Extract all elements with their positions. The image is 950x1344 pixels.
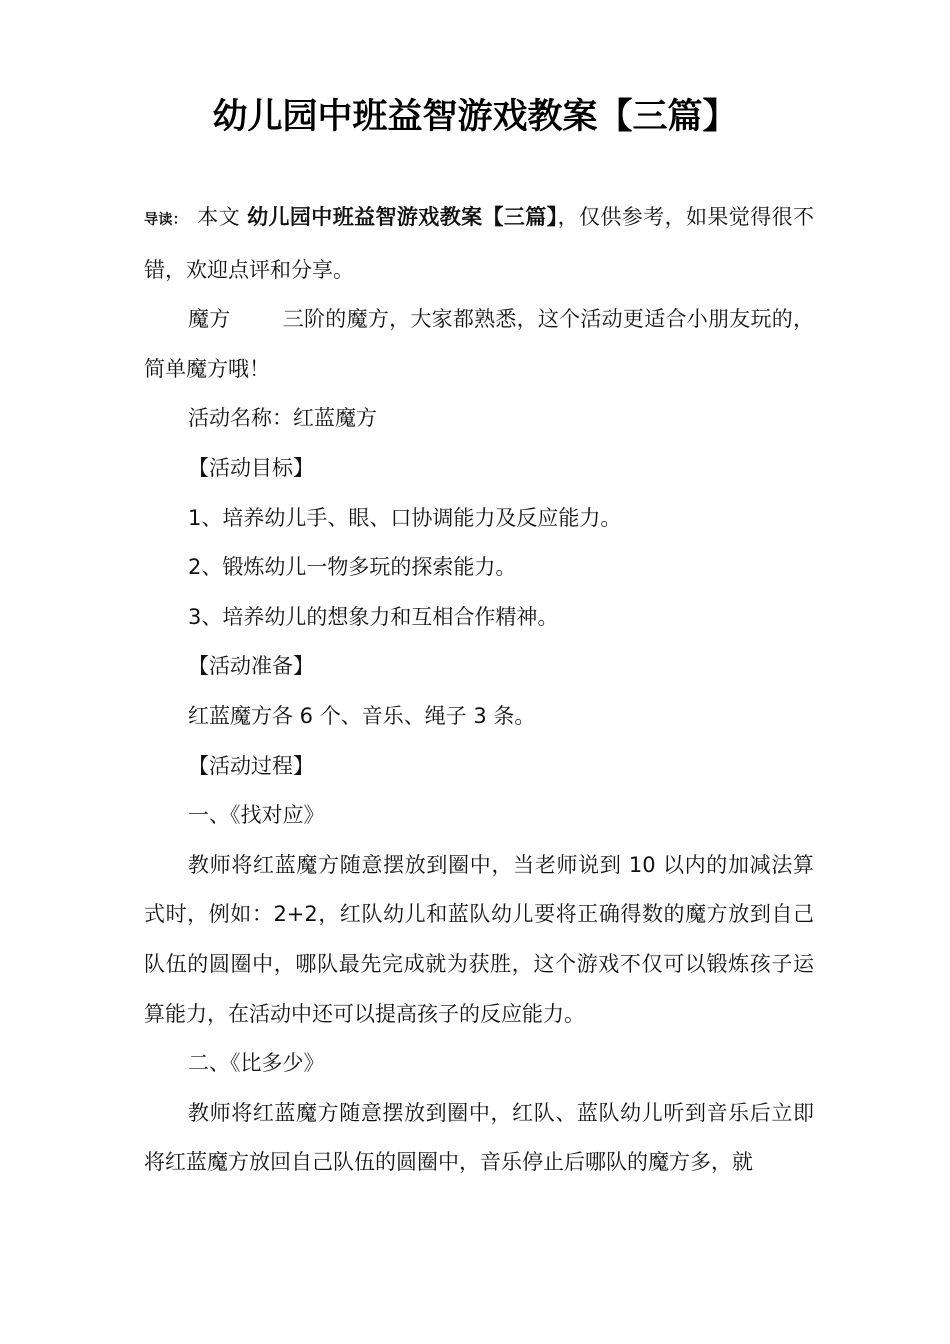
- paragraph-process-heading: 【活动过程】: [188, 753, 314, 778]
- paragraph-prep-heading: 【活动准备】: [188, 654, 314, 679]
- paragraph-game-1-body: 教师将红蓝魔方随意摆放到圈中，当老师说到 10 以内的加减法算式时，例如：2+2，红队幼儿和蓝队幼儿要将正确得数的魔方放到自己队伍的圆圈中，哪队最先完成就为获胜，这个游戏不仅可以锻炼孩子运算能力，在活动中还可以提高孩子的反应能力。: [144, 852, 814, 1026]
- paragraph-prep-items: 红蓝魔方各 6 个、音乐、绳子 3 条。: [188, 703, 536, 728]
- paragraph-game-1-title: 一、《找对应》: [188, 803, 325, 828]
- lead-label: 导读：: [144, 212, 188, 228]
- lead-paragraph: [144, 193, 814, 295]
- paragraph-activity-name: 活动名称：红蓝魔方: [188, 406, 377, 431]
- intro-term: 魔方: [188, 307, 231, 332]
- intro-paragraph: [144, 295, 814, 394]
- paragraph-goal-2: 2、锻炼幼儿一物多玩的探索能力。: [188, 555, 517, 580]
- lead-suffix: ，仅供参考，如果觉得很不错，欢迎点评和分享。: [144, 205, 815, 282]
- lead-bold-title: 幼儿园中班益智游戏教案【三篇】: [247, 205, 558, 229]
- paragraph-goal-3: 3、培养幼儿的想象力和互相合作精神。: [188, 604, 559, 629]
- paragraph-goal-1: 1、培养幼儿手、眼、口协调能力及反应能力。: [188, 505, 622, 530]
- lead-prefix: 本文: [197, 205, 241, 229]
- intro-text: 三阶的魔方，大家都熟悉，这个活动更适合小朋友玩的，简单魔方哦！: [144, 307, 815, 381]
- paragraph-goals-heading: 【活动目标】: [188, 455, 314, 480]
- paragraph-game-2-body: 教师将红蓝魔方随意摆放到圈中，红队、蓝队幼儿听到音乐后立即将红蓝魔方放回自己队伍的圆圈中，音乐停止后哪队的魔方多，就: [144, 1100, 814, 1175]
- paragraph-game-2-title: 二、《比多少》: [188, 1051, 325, 1076]
- document-body: [144, 193, 814, 1188]
- document-title: 幼儿园中班益智游戏教案【三篇】: [212, 97, 738, 137]
